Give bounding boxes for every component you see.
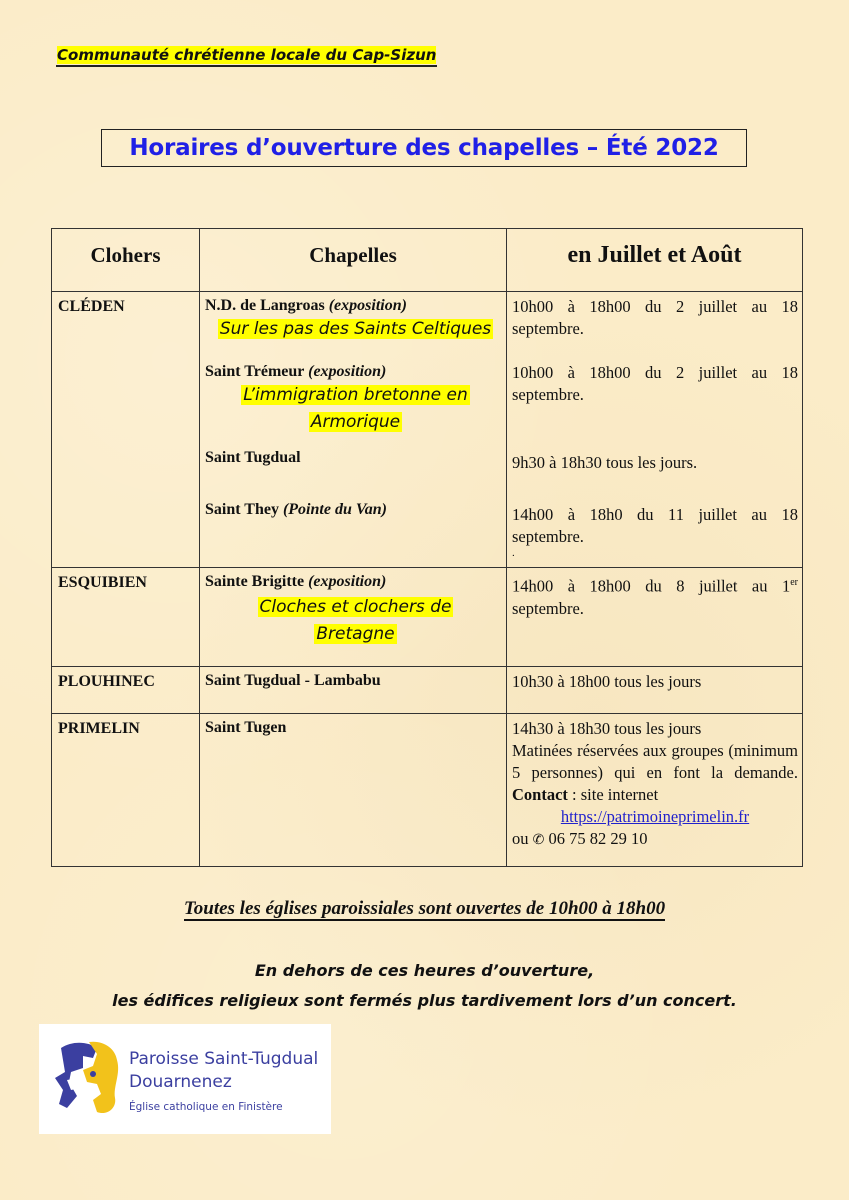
logo-line-2: Douarnenez bbox=[129, 1072, 232, 1092]
closing-notice bbox=[0, 956, 849, 1016]
schedule-table bbox=[51, 228, 803, 867]
exhibition-title: Cloches et clochers de Bretagne bbox=[259, 597, 452, 644]
clocher-cell: CLÉDEN bbox=[52, 292, 200, 568]
table-row bbox=[52, 667, 803, 714]
chapelles-cell bbox=[200, 568, 507, 667]
chapelles-cell bbox=[200, 714, 507, 867]
closing-line-1: En dehors de ces heures d’ouverture, bbox=[254, 961, 595, 980]
opening-hours: 10h00 à 18h00 du 2 juillet au 18 septembre. bbox=[512, 297, 798, 338]
table-row bbox=[52, 568, 803, 667]
opening-hours: 10h00 à 18h00 du 2 juillet au 18 septembre. bbox=[512, 363, 798, 404]
table-row bbox=[52, 292, 803, 568]
clocher-cell: PLOUHINEC bbox=[52, 667, 200, 714]
chapelles-cell bbox=[200, 292, 507, 568]
chapelles-cell bbox=[200, 667, 507, 714]
hours-cell bbox=[507, 568, 803, 667]
parish-emblem-icon bbox=[53, 1038, 125, 1118]
exhibition-title: L’immigration bretonne en Armorique bbox=[243, 385, 468, 432]
phone-icon: ✆ bbox=[532, 833, 545, 848]
clocher-cell: ESQUIBIEN bbox=[52, 568, 200, 667]
churches-notice: Toutes les églises paroissiales sont ouvertes de 10h00 à 18h00 bbox=[183, 898, 666, 919]
header-chapelles: Chapelles bbox=[200, 229, 507, 292]
website-link[interactable]: https://patrimoineprimelin.fr bbox=[560, 807, 750, 826]
chapel-name: Saint Tugdual bbox=[205, 449, 301, 466]
logo-line-1: Paroisse Saint-Tugdual bbox=[129, 1049, 319, 1069]
clocher-cell: PRIMELIN bbox=[52, 714, 200, 867]
chapel-name: Sainte Brigitte (exposition) bbox=[205, 573, 387, 590]
hours-cell bbox=[507, 714, 803, 867]
trailing-mark: . bbox=[512, 547, 515, 559]
opening-hours: 14h00 à 18h00 du 8 juillet au 1er septembre. bbox=[512, 576, 798, 618]
table-header-row bbox=[52, 229, 803, 292]
title-box bbox=[101, 129, 747, 167]
opening-hours: 14h30 à 18h30 tous les jours bbox=[512, 719, 702, 738]
community-heading bbox=[56, 45, 437, 67]
hours-cell bbox=[507, 667, 803, 714]
chapel-name: Saint They (Pointe du Van) bbox=[205, 501, 387, 518]
table-row bbox=[52, 714, 803, 867]
phone-line: ou ✆ 06 75 82 29 10 bbox=[512, 829, 648, 848]
chapel-name: Saint Tugdual - Lambabu bbox=[205, 672, 381, 689]
header-period: en Juillet et Août bbox=[507, 229, 803, 292]
website-line bbox=[512, 806, 798, 828]
chapel-name: Saint Trémeur (exposition) bbox=[205, 363, 387, 380]
logo-line-3: Église catholique en Finistère bbox=[129, 1101, 283, 1113]
opening-hours: 9h30 à 18h30 tous les jours. bbox=[512, 453, 698, 472]
community-text: Communauté chrétienne locale du Cap-Sizun bbox=[57, 46, 437, 64]
parish-logo bbox=[39, 1024, 331, 1134]
chapel-name: N.D. de Langroas (exposition) bbox=[205, 297, 407, 314]
exhibition-title: Sur les pas des Saints Celtiques bbox=[219, 319, 492, 339]
closing-line-2: les édifices religieux sont fermés plus tardivement lors d’un concert. bbox=[112, 991, 737, 1010]
page-title: Horaires d’ouverture des chapelles – Été 2022 bbox=[129, 135, 719, 161]
opening-hours: 14h00 à 18h0 du 11 juillet au 18 septembre. bbox=[512, 505, 798, 546]
hours-cell bbox=[507, 292, 803, 568]
contact-label: Contact bbox=[512, 785, 568, 804]
chapel-name: Saint Tugen bbox=[205, 719, 287, 736]
group-details: Matinées réservées aux groupes (minimum 5 personnes) qui en font la demande. Contact : site internet bbox=[512, 741, 798, 804]
opening-hours: 10h30 à 18h00 tous les jours bbox=[512, 672, 702, 691]
phone-number: 06 75 82 29 10 bbox=[548, 829, 648, 848]
header-clohers: Clohers bbox=[52, 229, 200, 292]
